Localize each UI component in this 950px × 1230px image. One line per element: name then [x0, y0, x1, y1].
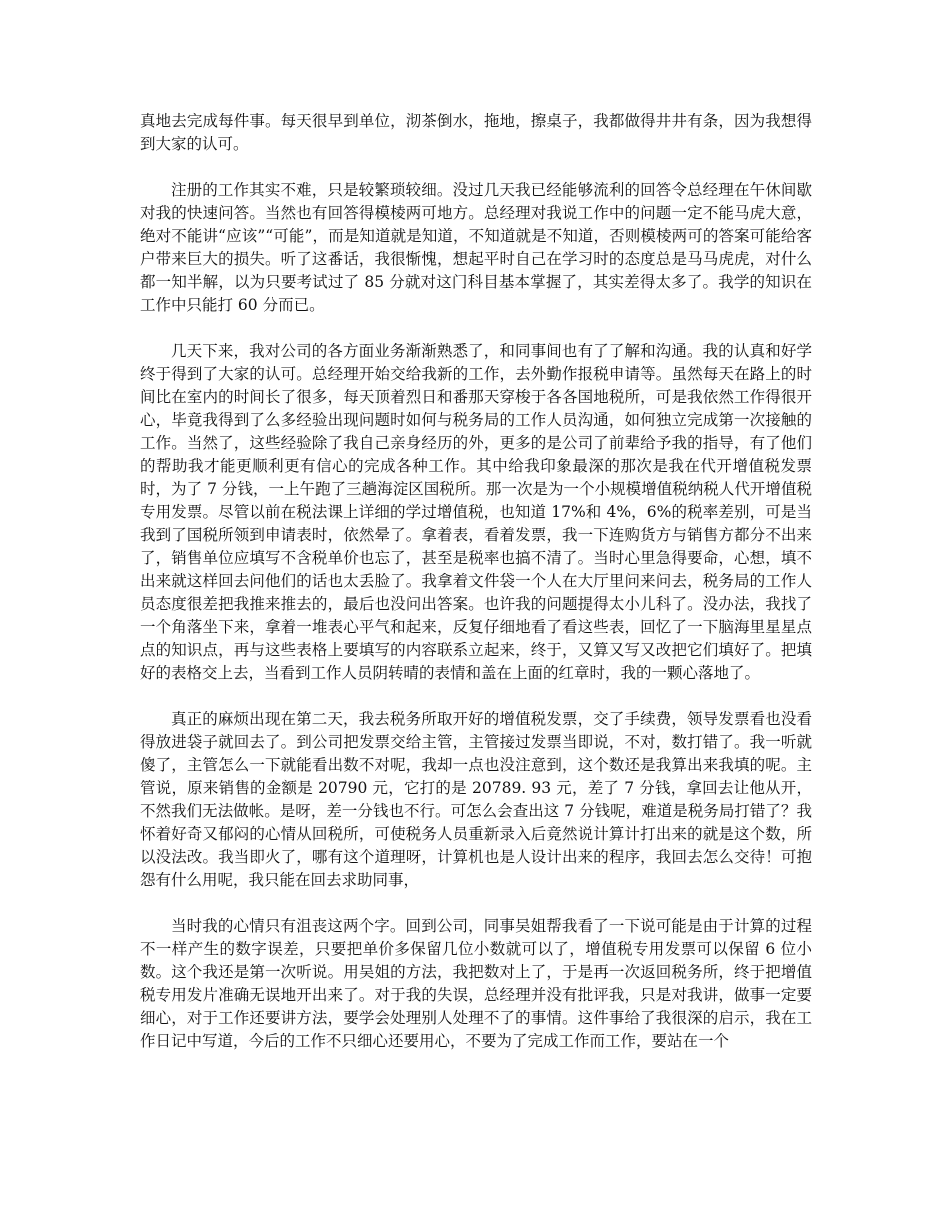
paragraph-5: 当时我的心情只有沮丧这两个字。回到公司，同事吴姐帮我看了一下说可能是由于计算的过程不一样产生的数字误差，只要把单价多保留几位小数就可以了，增值税专用发票可以保留 6 位小数。这个我还是第一次听说。用吴姐的方法，我把数对上了，于是再一次返回税务所，终于把增值税专用发片准确无误地开出来了。对于我的失误，总经理并没有批评我，只是对我讲，做事一定要细心，对于工作还要讲方法，要学会处理别人处理不了的事情。这件事给了我很深的启示，我在工作日记中写道，今后的工作不只细心还要用心，不要为了完成工作而工作，要站在一个	[140, 917, 812, 1050]
paragraph-3: 几天下来，我对公司的各方面业务渐渐熟悉了，和同事间也有了了解和沟通。我的认真和好学终于得到了大家的认可。总经理开始交给我新的工作，去外勤作报税申请等。虽然每天在路上的时间比在室内的时间长了很多，每天顶着烈日和番那天穿梭于各各国地税所，可是我依然工作得很开心，毕竟我得到了么多经验出现问题时如何与税务局的工作人员沟通，如何独立完成第一次接触的工作。当然了，这些经验除了我自己亲身经历的外，更多的是公司了前辈给予我的指导，有了他们的帮助我才能更顺利更有信心的完成各种工作。其中给我印象最深的那次是我在代开增值税发票时，为了 7 分钱，一上午跑了三趟海淀区国税所。那一次是为一个小规模增值税纳税人代开增值税专用发票。尽管以前在税法课上详细的学过增值税，也知道 17%和 4%，6%的税率差别，可是当我到了国税所领到申请表时，依然晕了。拿着表，看着发票，我一下连购货方与销售方都分不出来了，销售单位应填写不含税单价也忘了，甚至是税率也搞不清了。当时心里急得要命，心想，填不出来就这样回去问他们的话也太丢脸了。我拿着文件袋一个人在大厅里问来问去，税务局的工作人员态度很差把我推来推去的，最后也没问出答案。也许我的问题提得太小儿科了。没办法，我找了一个角落坐下来，拿着一堆表心平气和起来，反复仔细地看了看这些表，回忆了一下脑海里星星点点的知识点，再与这些表格上要填写的内容联系立起来，终于，又算又写又改把它们填好了。把填好的表格交上去，当看到工作人员阴转晴的表情和盖在上面的红章时，我的一颗心落地了。	[140, 342, 812, 682]
paragraph-1: 真地去完成每件事。每天很早到单位，沏茶倒水，拖地，擦桌子，我都做得井井有条，因为我想得到大家的认可。	[140, 112, 812, 153]
document-page	[140, 110, 812, 1076]
paragraph-4: 真正的麻烦出现在第二天，我去税务所取开好的增值税发票，交了手续费，领导发票看也没看得放进袋子就回去了。到公司把发票交给主管，主管接过发票当即说，不对，数打错了。我一听就傻了，主管怎么一下就能看出数不对呢，我却一点也没注意到，这个数还是我算出来我填的呢。主管说，原来销售的金额是 20790 元，它打的是 20789. 93 元，差了 7 分钱，拿回去让他从开，不然我们无法做帐。是呀，差一分钱也不行。可怎么会查出这 7 分钱呢，难道是税务局打错了？我怀着好奇又郁闷的心情从回税所，可使税务人员重新录入后竟然说计算计打出来的就是这个数，所以没法改。我当即火了，哪有这个道理呀，计算机也是人设计出来的程序，我回去怎么交待！可抱怨有什么用呢，我只能在回去求助同事，	[140, 710, 812, 889]
paragraph-2: 注册的工作其实不难，只是较繁琐较细。没过几天我已经能够流利的回答令总经理在午休间歇对我的快速问答。当然也有回答得模棱两可地方。总经理对我说工作中的问题一定不能马虎大意，绝对不能讲“应该”“可能”，而是知道就是知道，不知道就是不知道，否则模棱两可的答案可能给客户带来巨大的损失。听了这番话，我很惭愧，想起平时自己在学习时的态度总是马马虎虎，对什么都一知半解，以为只要考试过了 85 分就对这门科目基本掌握了，其实差得太多了。我学的知识在工作中只能打 60 分而已。	[140, 181, 812, 314]
